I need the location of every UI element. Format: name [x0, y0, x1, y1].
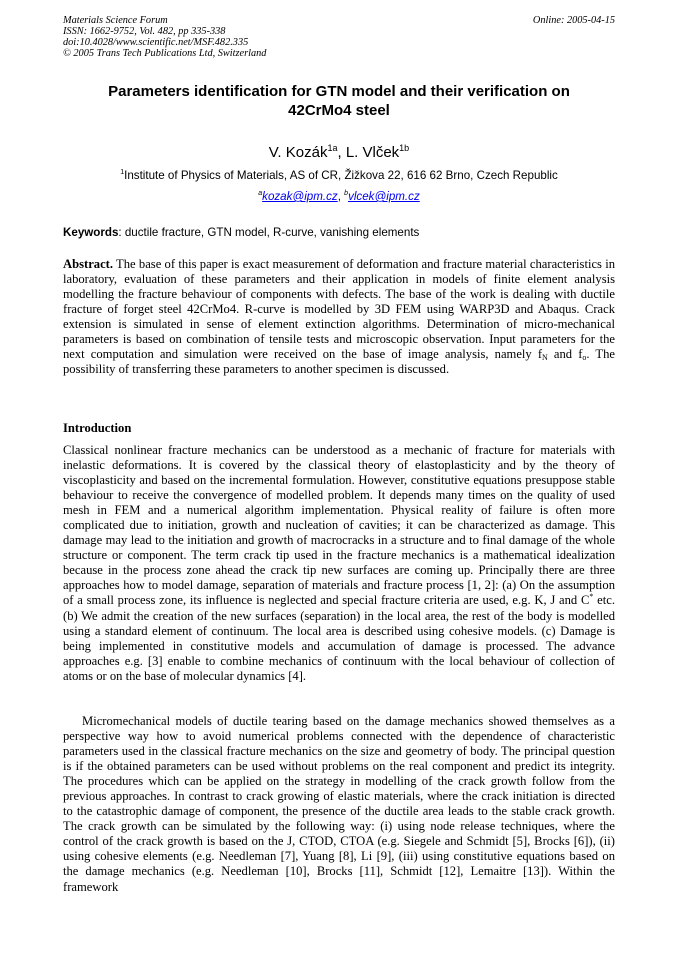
affiliation-mark: 1	[120, 169, 125, 176]
abstract-text: The base of this paper is exact measurement of deformation and fracture material characteristics in laboratory, evaluation of these parameters and their application in models of finite element analysis modelling the fracture behaviour of components with defects. The base of the work is dealing with ductile fracture of forget steel 42CrMo4. R-curve is modelled by 3D FEM using WARP3D and Abaqus. Crack extension is simulated in sense of element extinction algorithms. Determination of micro-mechanical parameters is based on combination of tensile tests and microscopic observation. Input parameters for the next computation and simulation were received on the base of image analysis, namely f	[63, 257, 615, 362]
affiliation	[63, 169, 615, 183]
keywords	[63, 226, 615, 240]
email-link-vlcek[interactable]: vlcek@ipm.cz	[348, 190, 420, 203]
author-list	[63, 144, 615, 162]
author-name: V. Kozák	[268, 144, 328, 161]
keywords-label: Keywords	[63, 226, 119, 239]
author-affil-mark: 1a	[327, 143, 338, 153]
keywords-text: : ductile fracture, GTN model, R-curve, vanishing elements	[118, 226, 420, 239]
affiliation-text: Institute of Physics of Materials, AS of CR, Žižkova 22, 616 62 Brno, Czech Republic	[124, 169, 558, 182]
author-affil-mark: 1b	[399, 143, 410, 153]
journal-copyright: © 2005 Trans Tech Publications Ltd, Switzerland	[63, 48, 267, 59]
paragraph-text: Classical nonlinear fracture mechanics can be understood as a mechanic of fracture for materials with inelastic deformations. It is covered by the classical theory of elastoplasticity and by the theory of viscoplasticity and based on the incremental formulation. However, constitutive equations presuppose stable behaviour to receive the convergence of modelled problem. It depends many times on the quality of used mesh in FEM and a numerical algorithm implementation. Physical reality of failure is often more complicated due to initiation, growth and nucleation of cavities; it can be characterized as damage. This damage may lead to the initiation and growth of macrocracks in a structure and to final damage of the whole structure or component. The term crack tip used in the fracture mechanics is a mathematical idealization because in the process zone ahead the crack tip new surfaces are coming up. Principally there are three approaches how to model damage, separation of materials and fracture process [1, 2]: (a) On the assumption of a small process zone, its influence is neglected and special fracture criteria are used, e.g. K, J and C	[63, 443, 615, 608]
journal-issn: ISSN: 1662-9752, Vol. 482, pp 335-338	[63, 26, 226, 37]
author-emails	[63, 190, 615, 204]
subscript: N	[542, 353, 548, 363]
subscript: o	[582, 353, 587, 363]
journal-header	[63, 15, 266, 59]
abstract-text: and f	[547, 347, 583, 362]
author-name: L. Vlček	[345, 144, 400, 161]
abstract-text: . The possibility of transferring these parameters to another specimen is discussed.	[63, 347, 616, 377]
paper-title	[63, 82, 615, 120]
email-mark: a	[258, 190, 263, 197]
section-heading-introduction: Introduction	[63, 421, 132, 435]
title-line-2: 42CrMo4 steel	[288, 102, 390, 119]
title-line-1: Parameters identification for GTN model and their verification on	[108, 83, 570, 100]
email-link-kozak[interactable]: kozak@ipm.cz	[262, 190, 338, 203]
author-separator: ,	[337, 144, 346, 161]
intro-paragraph-1	[63, 443, 615, 684]
journal-doi: doi:10.4028/www.scientific.net/MSF.482.335	[63, 37, 249, 48]
journal-name: Materials Science Forum	[63, 15, 168, 26]
email-separator: ,	[337, 190, 345, 203]
email-mark: b	[344, 190, 349, 197]
abstract	[63, 257, 615, 377]
paragraph-text: etc. (b) We admit the creation of the new surfaces (separation) in the local area, the rest of the body is modelled using a standard element of continuum. The local area is described using cohesive models. (c) Damage is being implemented in constitutive models and accumulation of damage is processed. The advance approaches e.g. [3] enable to combine mechanics of continuum with the local behaviour of collection of atoms or on the base of molecular dynamics [4].	[63, 593, 615, 683]
superscript: *	[589, 592, 594, 602]
abstract-label: Abstract.	[63, 257, 114, 271]
intro-paragraph-2: Micromechanical models of ductile tearing based on the damage mechanics showed themselves as a perspective way how to avoid numerical problems connected with the dependence of characteristic parameters used in the classical fracture mechanics on the size and geometry of body. The principal question is if the obtained parameters can be used without problems on the real component and predict its integrity. The procedures which can be applied on the strategy in modelling of the crack growth follow from the previous approaches. In contrast to crack growing of elastic materials, where the crack initiation is directed to the catastrophic damage of component, the presence of the ductile area leads to the stable crack growth. The crack growth can be simulated by the following way: (i) using node release techniques, where the control of the crack growth is based on the J, CTOD, CTOA (e.g. Siegele and Schmidt [5], Brocks [6]), (ii) using cohesive elements (e.g. Needleman [7], Yuang [8], Li [9], (iii) using constitutive equations based on the damage mechanics (e.g. Needleman [10], Brocks [11], Schmidt [12], Lemaitre [13]). Within the framework	[63, 714, 615, 894]
online-date: Online: 2005-04-15	[532, 15, 615, 26]
